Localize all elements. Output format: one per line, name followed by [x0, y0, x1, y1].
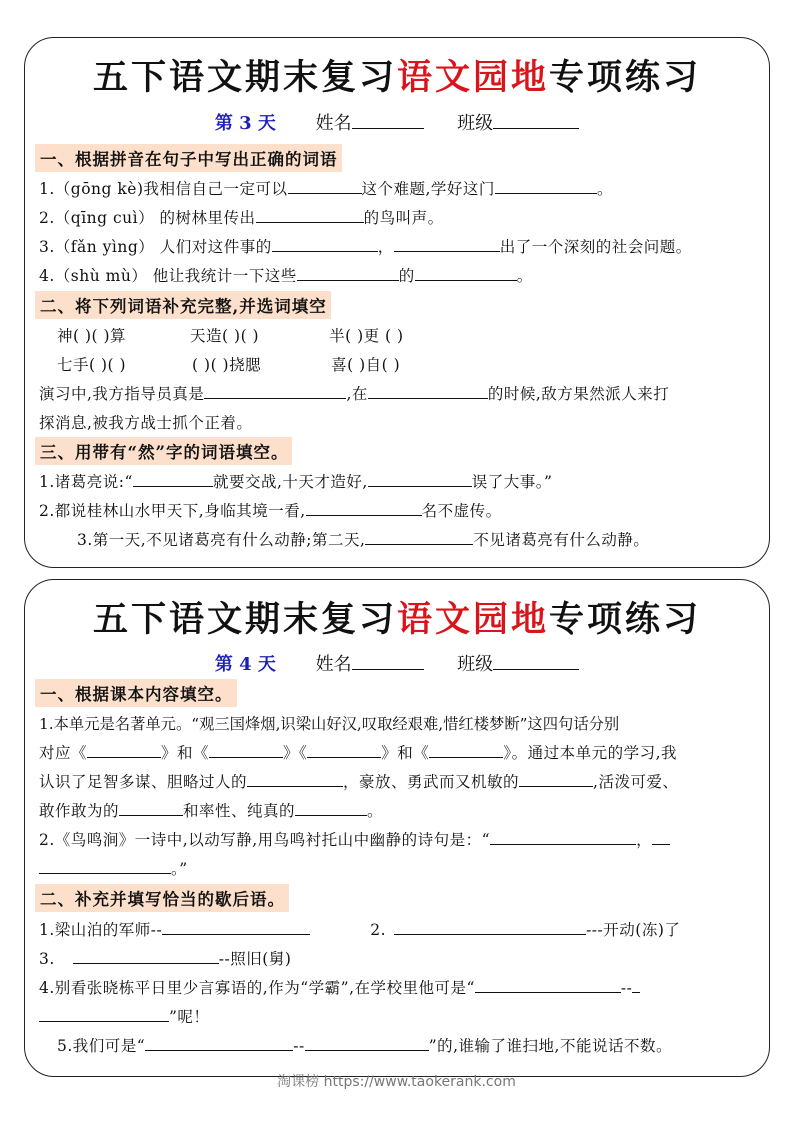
class-label: 班级 — [457, 113, 494, 134]
question-text: 对应《 — [39, 744, 88, 762]
question-text: 演习中,我方指导员真是 — [39, 385, 205, 403]
question-text: 1.（gōng kè)我相信自己一定可以 — [39, 180, 288, 198]
answer-blank[interactable] — [415, 264, 517, 281]
question-text: 出了一个深刻的社会问题。 — [499, 238, 692, 256]
question-text: 2. — [370, 921, 387, 939]
answer-blank[interactable] — [247, 770, 343, 787]
answer-blank[interactable] — [297, 264, 399, 281]
question-text: 》《 — [283, 744, 308, 762]
question-text: 的时候,敌方果然派人来打 — [487, 385, 670, 403]
question-line — [39, 206, 444, 228]
answer-blank[interactable] — [39, 1005, 169, 1022]
idiom-fill[interactable]: 天造( )( ) — [190, 327, 260, 345]
answer-blank[interactable] — [394, 918, 586, 935]
section-heading: 一、根据拼音在句子中写出正确的词语 — [35, 144, 342, 172]
question-text: 误了大事。” — [471, 473, 553, 491]
section-heading: 二、补充并填写恰当的歇后语。 — [35, 884, 289, 912]
question-line — [39, 828, 670, 850]
question-text: 的鸟叫声。 — [363, 209, 444, 227]
question-line — [57, 1034, 672, 1056]
question-text: ---开动(冻)了 — [586, 921, 681, 939]
question-text: --照旧(舅) — [218, 950, 292, 968]
answer-blank[interactable] — [632, 976, 640, 993]
question-text: 5.我们可是“ — [57, 1037, 146, 1055]
answer-blank[interactable] — [365, 528, 473, 545]
section-heading: 二、将下列词语补充完整,并选词填空 — [35, 291, 331, 319]
question-text: 名不虚传。 — [421, 502, 502, 520]
question-text: 4.（shù mù） 他让我统计一下这些 — [39, 267, 297, 285]
idiom-fill[interactable]: 喜( )自( ) — [331, 356, 401, 374]
class-field[interactable] — [493, 653, 579, 670]
answer-blank[interactable] — [394, 235, 500, 252]
answer-blank[interactable] — [162, 918, 310, 935]
answer-blank[interactable] — [39, 857, 171, 874]
question-text: 不见诸葛亮有什么动静。 — [473, 531, 650, 549]
worksheet-title — [25, 592, 769, 642]
name-field[interactable] — [352, 112, 424, 129]
title-part: 专项练习 — [549, 57, 702, 98]
question-line — [39, 741, 677, 763]
question-text: 3. — [39, 950, 55, 968]
title-part: 五下语文期末复习 — [92, 57, 397, 98]
question-text: ， — [377, 238, 394, 256]
question-text: -- — [620, 979, 633, 997]
question-text: 。 — [516, 267, 533, 285]
answer-blank[interactable] — [87, 741, 161, 758]
answer-blank[interactable] — [145, 1034, 293, 1051]
class-label: 班级 — [457, 654, 494, 675]
class-field[interactable] — [493, 112, 579, 129]
idiom-fill[interactable]: ( )( )挠腮 — [192, 356, 262, 374]
answer-blank[interactable] — [490, 828, 636, 845]
question-text: 1.梁山泊的军师-- — [39, 921, 163, 939]
question-line: 1.本单元是名著单元。“观三国烽烟,识梁山好汉,叹取经艰难,惜红楼梦断”这四句话分别 — [39, 715, 620, 733]
worksheet-day3 — [24, 37, 770, 568]
question-text: 这个难题,学好这门 — [361, 180, 495, 198]
question-text: ，豪放、勇武而又机敏的 — [343, 773, 520, 791]
question-text: 2.都说桂林山水甲天下,身临其境一看, — [39, 502, 306, 520]
question-text: -- — [293, 1037, 305, 1055]
answer-blank[interactable] — [305, 1034, 429, 1051]
question-text: ”的,谁输了谁扫地,不能说话不数。 — [428, 1037, 672, 1055]
question-text: 和率性、纯真的 — [183, 802, 296, 820]
answer-blank[interactable] — [307, 741, 381, 758]
title-highlight: 语文园地 — [396, 57, 549, 98]
answer-blank[interactable] — [209, 741, 283, 758]
answer-blank[interactable] — [119, 799, 183, 816]
question-line — [39, 499, 502, 521]
day-label: 第 3 天 — [214, 113, 276, 134]
question-text: 认识了足智多谋、胆略过人的 — [39, 773, 248, 791]
question-text: 。 — [367, 802, 384, 820]
question-text: 2.（qīng cuì） 的树林里传出 — [39, 209, 256, 227]
worksheet-title — [25, 50, 769, 100]
answer-blank[interactable] — [272, 235, 378, 252]
question-text: 3.第一天,不见诸葛亮有什么动静;第二天, — [77, 531, 366, 549]
title-part: 五下语文期末复习 — [92, 599, 397, 640]
question-text: 》。通过本单元的学习,我 — [503, 744, 677, 762]
question-text: 》和《 — [161, 744, 210, 762]
footer-watermark: 淘课榜 https://www.taokerank.com — [277, 1074, 516, 1090]
answer-blank[interactable] — [306, 499, 422, 516]
question-text: ,在 — [346, 385, 368, 403]
idiom-fill[interactable]: 七手( )( ) — [57, 356, 127, 374]
question-line — [39, 264, 533, 286]
question-line — [39, 976, 640, 998]
idiom-fill[interactable]: 神( )( )算 — [57, 327, 127, 345]
word-row — [57, 353, 400, 375]
answer-blank[interactable] — [368, 382, 488, 399]
name-label: 姓名 — [315, 113, 352, 134]
student-info-line — [25, 650, 769, 676]
answer-blank[interactable] — [288, 177, 362, 194]
question-text: 3.（fǎn yìng） 人们对这件事的 — [39, 238, 272, 256]
answer-blank[interactable] — [295, 799, 367, 816]
question-text: 的 — [398, 267, 415, 285]
answer-blank[interactable] — [652, 828, 670, 845]
question-text: 2.《鸟鸣涧》一诗中,以动写静,用鸟鸣衬托山中幽静的诗句是：“ — [39, 831, 491, 849]
question-line — [39, 857, 188, 879]
answer-blank[interactable] — [429, 741, 503, 758]
name-label: 姓名 — [315, 654, 352, 675]
answer-blank[interactable] — [204, 382, 346, 399]
question-text: ,活泼可爱、 — [593, 773, 679, 791]
section-heading: 一、根据课本内容填空。 — [35, 679, 237, 707]
question-line — [77, 528, 649, 550]
answer-blank[interactable] — [256, 206, 364, 223]
answer-blank[interactable] — [519, 770, 593, 787]
question-text: 》和《 — [381, 744, 430, 762]
idiom-fill[interactable]: 半( )更 ( ) — [329, 327, 404, 345]
question-line — [39, 235, 692, 257]
title-highlight: 语文园地 — [396, 599, 549, 640]
question-text: 1.诸葛亮说:“ — [39, 473, 133, 491]
question-line — [39, 1005, 209, 1027]
question-line — [39, 177, 613, 199]
answer-blank[interactable] — [368, 470, 472, 487]
answer-blank[interactable] — [475, 976, 621, 993]
question-text: 。” — [171, 860, 188, 878]
section-heading: 三、用带有“然”字的词语填空。 — [35, 437, 292, 465]
answer-blank[interactable] — [73, 947, 219, 964]
day-label: 第 4 天 — [214, 654, 276, 675]
title-part: 专项练习 — [549, 599, 702, 640]
worksheet-day4 — [24, 579, 770, 1077]
student-info-line — [25, 109, 769, 135]
question-text: 。 — [596, 180, 613, 198]
question-text: 4.别看张晓栋平日里少言寡语的,作为“学霸”,在学校里他可是“ — [39, 979, 475, 997]
question-line — [39, 382, 669, 404]
name-field[interactable] — [352, 653, 424, 670]
answer-blank[interactable] — [133, 470, 213, 487]
question-line — [39, 470, 552, 492]
question-line — [39, 947, 291, 969]
question-text: ， — [636, 831, 653, 849]
question-text: 敢作敢为的 — [39, 802, 120, 820]
question-line — [39, 770, 678, 792]
question-line — [39, 799, 383, 821]
question-line — [39, 918, 680, 940]
question-text: 就要交战,十天才造好, — [212, 473, 368, 491]
question-line: 探消息,被我方战士抓个正着。 — [39, 414, 253, 432]
word-row — [57, 324, 404, 346]
answer-blank[interactable] — [495, 177, 597, 194]
question-text: ”呢！ — [169, 1008, 210, 1026]
